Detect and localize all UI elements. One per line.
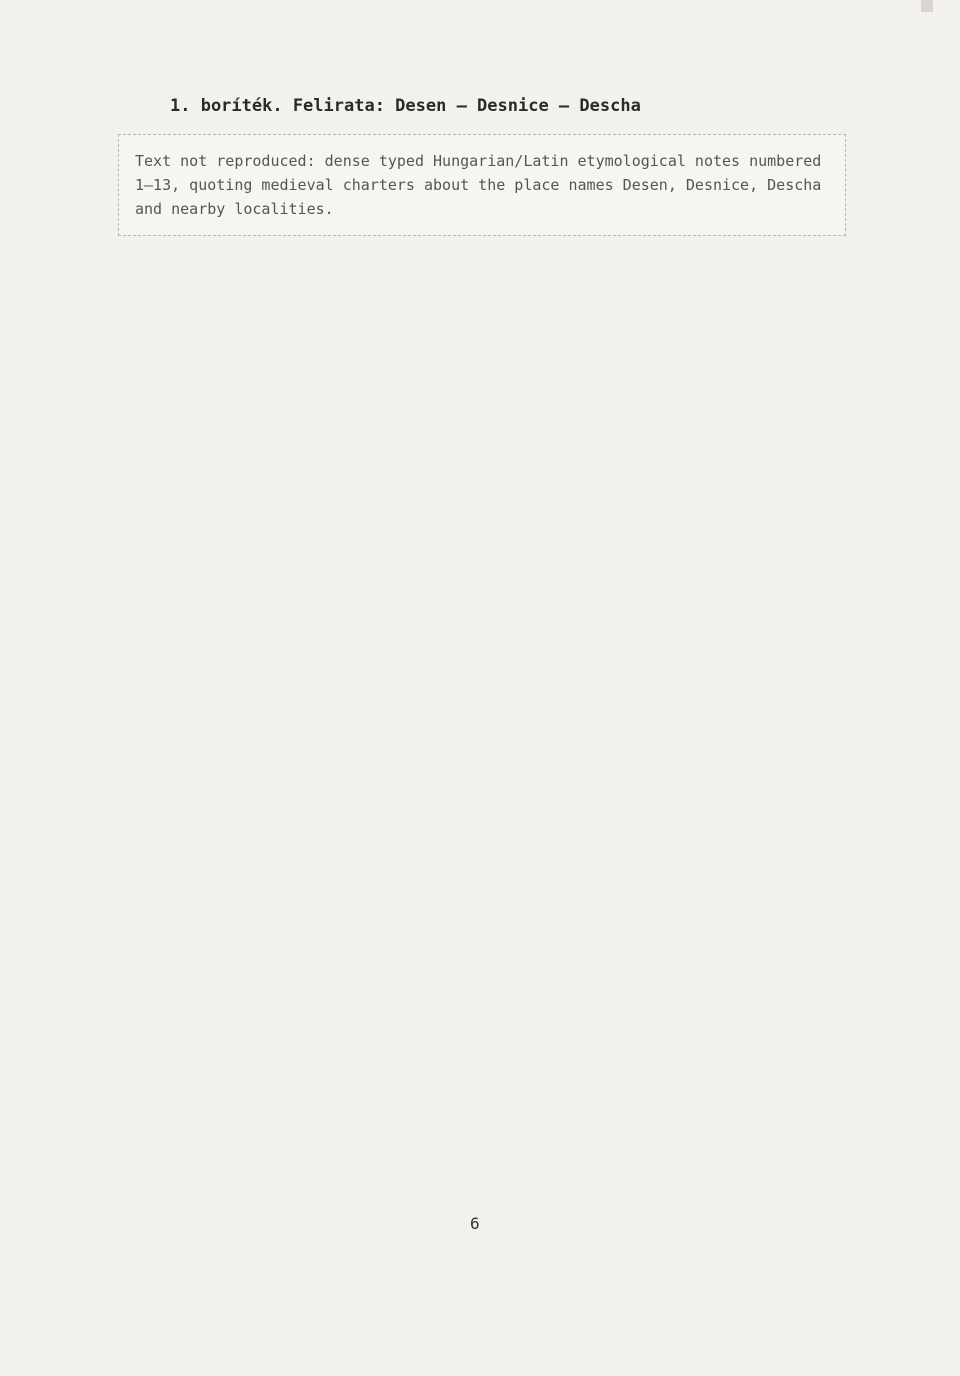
corner-mark [921, 0, 933, 12]
page-number: 6 [470, 1214, 480, 1233]
page-heading: 1. boríték. Felirata: Desen – Desnice – Descha [170, 96, 641, 116]
document-page [118, 96, 846, 236]
content-summary: Text not reproduced: dense typed Hungarian/Latin etymological notes numbered 1–13, quoting medieval charters about the place names Desen, Desnice, Descha and nearby localities. [118, 134, 846, 236]
